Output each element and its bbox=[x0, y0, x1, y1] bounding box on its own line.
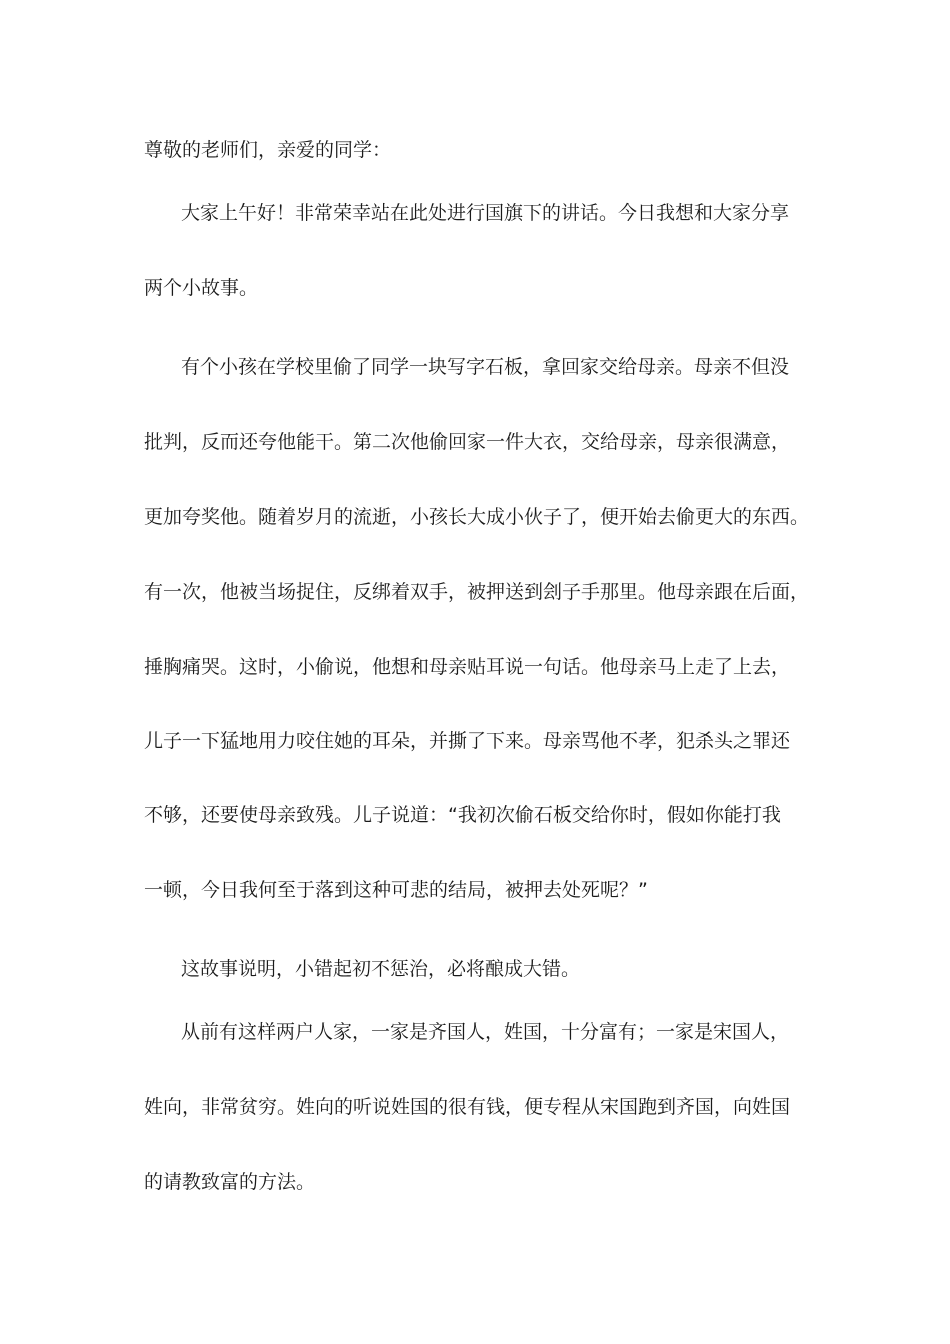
paragraph-line: 有一次，他被当场捉住，反绑着双手，被押送到刽子手那里。他母亲跟在后面， bbox=[144, 581, 810, 603]
paragraph-line: 捶胸痛哭。这时，小偷说，他想和母亲贴耳说一句话。他母亲马上走了上去， bbox=[144, 656, 791, 678]
paragraph-line: 两个小故事。 bbox=[144, 277, 259, 299]
paragraph-line: 姓向，非常贫穷。姓向的听说姓国的很有钱，便专程从宋国跑到齐国，向姓国 bbox=[144, 1096, 791, 1118]
paragraph-line: 的请教致富的方法。 bbox=[144, 1171, 316, 1193]
paragraph-line: 不够，还要使母亲致残。儿子说道：“我初次偷石板交给你时，假如你能打我 bbox=[144, 804, 781, 826]
paragraph-line: 有个小孩在学校里偷了同学一块写字石板，拿回家交给母亲。母亲不但没 bbox=[181, 356, 790, 378]
paragraph-line: 大家上午好！非常荣幸站在此处进行国旗下的讲话。今日我想和大家分享 bbox=[181, 202, 790, 224]
paragraph-line: 这故事说明，小错起初不惩治，必将酿成大错。 bbox=[181, 958, 581, 980]
paragraph-line: 一顿，今日我何至于落到这种可悲的结局，被押去处死呢？” bbox=[144, 879, 648, 901]
paragraph-line: 儿子一下猛地用力咬住她的耳朵，并撕了下来。母亲骂他不孝，犯杀头之罪还 bbox=[144, 730, 791, 752]
paragraph-line: 从前有这样两户人家，一家是齐国人，姓国，十分富有；一家是宋国人， bbox=[181, 1021, 790, 1043]
salutation: 尊敬的老师们，亲爱的同学： bbox=[144, 139, 392, 161]
paragraph-line: 批判，反而还夸他能干。第二次他偷回家一件大衣，交给母亲，母亲很满意， bbox=[144, 431, 791, 453]
paragraph-line: 更加夸奖他。随着岁月的流逝，小孩长大成小伙子了，便开始去偷更大的东西。 bbox=[144, 506, 810, 528]
